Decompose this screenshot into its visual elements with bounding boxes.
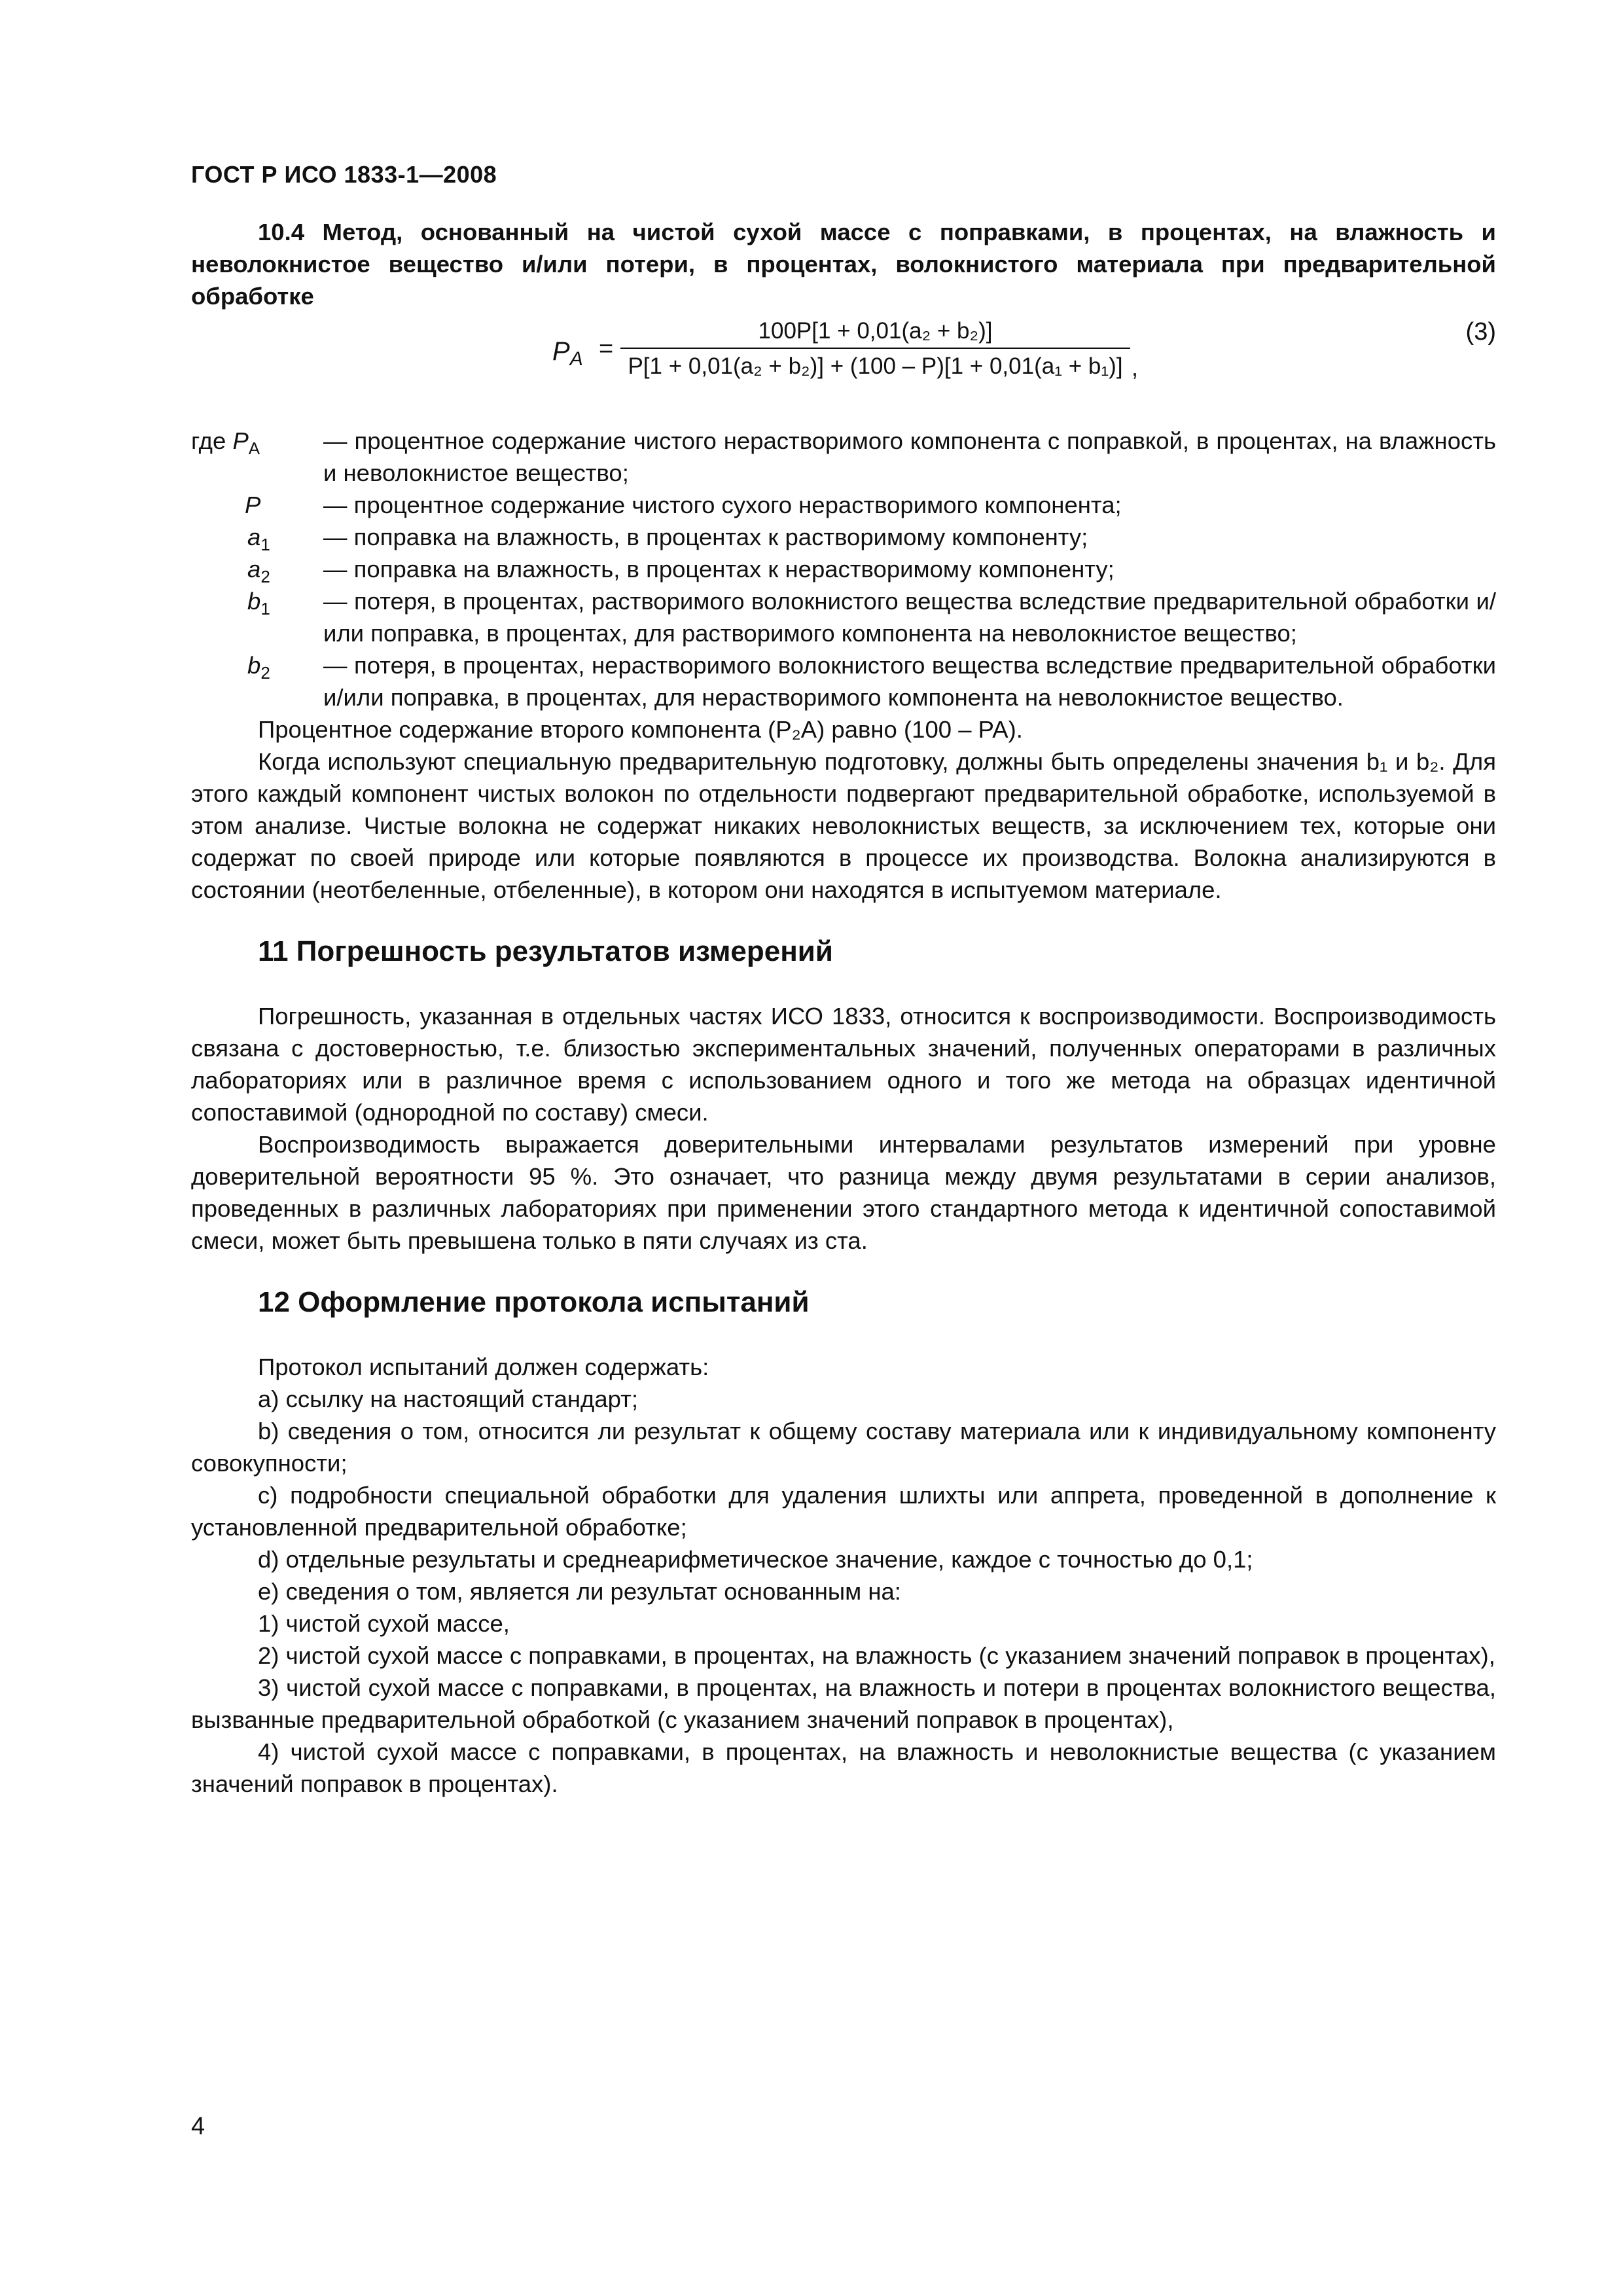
definition-symbol: P — [245, 492, 261, 518]
formula-fraction — [620, 316, 1130, 382]
definition-text: — потеря, в процентах, нерастворимого волокнистого вещества вследствие предварительной обработки и/или поправка, в процентах, для нерастворимого компонента на неволокнистое вещество. — [323, 652, 1496, 711]
definitions-list — [191, 425, 1496, 713]
definition-item — [191, 521, 1496, 553]
paragraph-second-component: Процентное содержание второго компонента (P₂A) равно (100 – PA). — [258, 716, 1023, 743]
report-list-item: d) отдельные результаты и среднеарифметическое значение, каждое с точностью до 0,1; — [258, 1546, 1253, 1573]
page-number: 4 — [191, 2113, 205, 2140]
report-list-item: c) подробности специальной обработки для удаления шлихты или аппрета, проведенной в дополнение к установленной предварительной обработке; — [191, 1482, 1496, 1541]
formula-lhs: $P_A$ — [552, 337, 583, 370]
formula-number: (3) — [1465, 318, 1496, 346]
definition-symbol: $b_2$ — [247, 652, 270, 683]
formula-equals: = — [599, 335, 614, 363]
paragraph-reproducibility: Погрешность, указанная в отдельных частях ИСО 1833, относится к воспроизводимости. Воспроизводимость связана с достоверностью, т.е. близостью экспериментальных значений, полученных операторами в различных лабораториях или в различное время с использованием одного и того же метода на образцах идентичной сопоставимой (однородной по составу) смеси. — [191, 1003, 1496, 1126]
report-list-item: a) ссылку на настоящий стандарт; — [258, 1386, 638, 1412]
formula-comma: , — [1132, 354, 1139, 381]
definition-item — [191, 649, 1496, 713]
definition-text: — процентное содержание чистого нерастворимого компонента с поправкой, в процентах, на влажность и неволокнистое вещество; — [323, 427, 1496, 486]
section-heading-11: 11 Погрешность результатов измерений — [258, 935, 833, 967]
definition-text: — поправка на влажность, в процентах к растворимому компоненту; — [323, 524, 1088, 550]
paragraph-confidence: Воспроизводимость выражается доверительными интервалами результатов измерений при уровне доверительной вероятности 95 %. Это означает, что разница между двумя результатами в серии анализов, проведенных в различных лабораториях при применении этого стандартного метода к идентичной сопоставимой смеси, может быть превышена только в пяти случаях из ста. — [191, 1131, 1496, 1254]
report-list-item: 1) чистой сухой массе, — [258, 1610, 510, 1637]
definition-item — [191, 553, 1496, 585]
paragraph-special-treatment: Когда используют специальную предварительную подготовку, должны быть определены значения b₁ и b₂. Для этого каждый компонент чистых волокон по отдельности подвергают предварительной обработке, используемой в этом анализе. Чистые волокна не содержат никаких неволокнистых веществ, за исключением тех, которые они содержат по своей природе или которые появляются в процессе их производства. Волокна анализируются в состоянии (неотбеленные, отбеленные), в котором они находятся в испытуемом материале. — [191, 748, 1496, 903]
definition-symbol: $b_1$ — [247, 588, 270, 619]
document-header: ГОСТ Р ИСО 1833-1—2008 — [191, 161, 497, 188]
definition-symbol: где $P_A$ — [191, 427, 260, 458]
section-heading-10-4: 10.4 Метод, основанный на чистой сухой массе с поправками, в процентах, на влажность и неволокнистое вещество и/или потери, в процентах, волокнистого материала при предварительной обработке — [191, 219, 1496, 310]
report-list-item: 4) чистой сухой массе с поправками, в процентах, на влажность и неволокнистые вещества (с указанием значений поправок в процентах). — [191, 1738, 1496, 1797]
formula-3 — [191, 316, 1496, 403]
report-list-item: e) сведения о том, является ли результат основанным на: — [258, 1578, 901, 1605]
definition-text: — потеря, в процентах, растворимого волокнистого вещества вследствие предварительной обработки и/или поправка, в процентах, для растворимого компонента на неволокнистое вещество; — [323, 588, 1496, 647]
report-list-item: 3) чистой сухой массе с поправками, в процентах, на влажность и потери в процентах волокнистого вещества, вызванные предварительной обработкой (с указанием значений поправок в процентах), — [191, 1674, 1496, 1733]
paragraph-report-intro: Протокол испытаний должен содержать: — [258, 1354, 709, 1380]
formula-denominator: P[1 + 0,01(a₂ + b₂)] + (100 – P)[1 + 0,01(a₁ + b₁)] — [628, 353, 1123, 379]
definition-text: — поправка на влажность, в процентах к нерастворимому компоненту; — [323, 556, 1115, 583]
document-body — [191, 216, 1496, 1800]
report-list-item: 2) чистой сухой массе с поправками, в процентах, на влажность (с указанием значений поправок в процентах), — [258, 1642, 1495, 1669]
definition-text: — процентное содержание чистого сухого нерастворимого компонента; — [323, 492, 1122, 518]
definition-item — [191, 425, 1496, 489]
section-heading-12: 12 Оформление протокола испытаний — [258, 1286, 810, 1318]
definition-symbol: $a_1$ — [247, 524, 270, 554]
definition-item — [191, 585, 1496, 649]
definition-symbol: $a_2$ — [247, 556, 270, 586]
definition-item — [191, 489, 1496, 521]
report-list-item: b) сведения о том, относится ли результат к общему составу материала или к индивидуальному компоненту совокупности; — [191, 1418, 1496, 1477]
formula-numerator: 100P[1 + 0,01(a₂ + b₂)] — [620, 316, 1130, 349]
